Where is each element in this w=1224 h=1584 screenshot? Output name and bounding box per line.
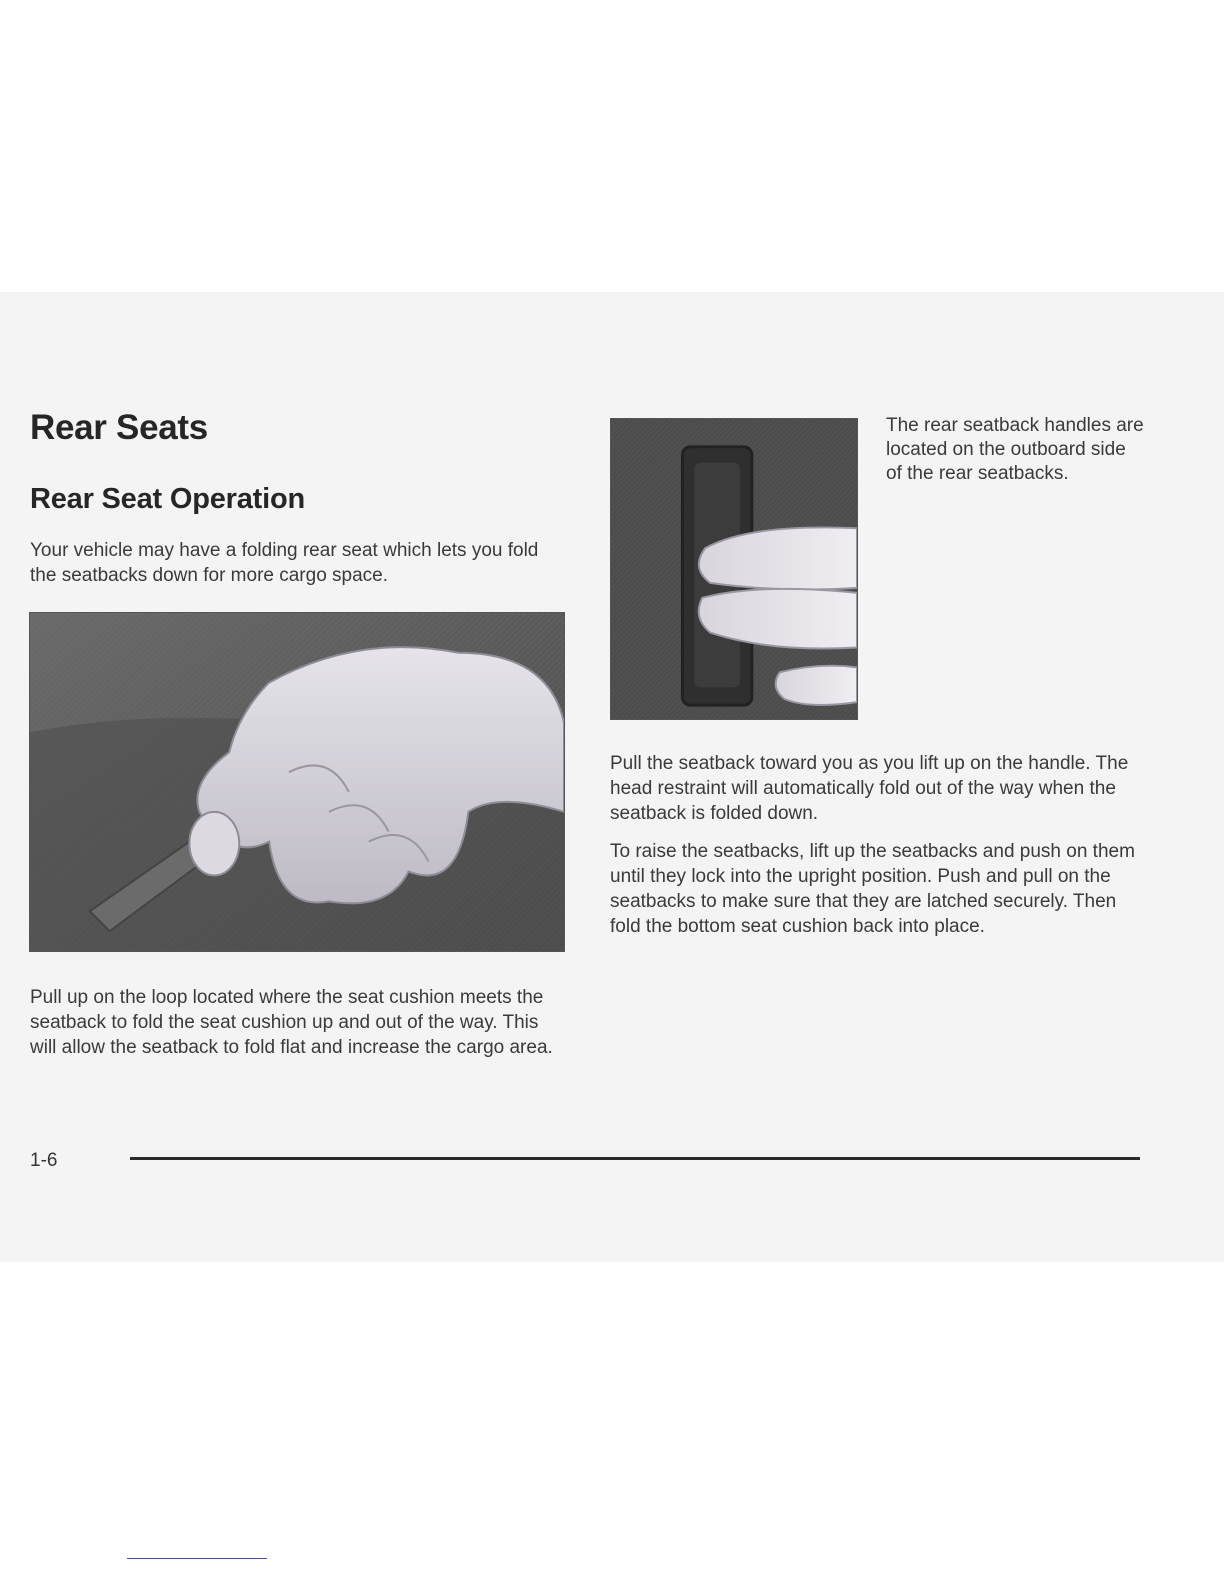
handles-paragraph: The rear seatback handles are located on the outboard side of the rear seatbacks. [886,415,1144,484]
intro-paragraph: Your vehicle may have a folding rear seat which lets you fold the seatbacks down for more cargo space. [30,540,539,586]
seat-cushion-loop-photo [29,612,565,952]
raise-seatbacks-paragraph: To raise the seatbacks, lift up the seatbacks and push on them until they lock into the upright position. Push and pull on the seatbacks to make sure that they are latched securely. Then fold the bottom seat cushion back into place. [610,841,1135,937]
subsection-title: Rear Seat Operation [30,483,306,515]
footer-rule [130,1157,1140,1160]
seatback-handle-photo [610,418,858,720]
page-number: 1-6 [30,1150,58,1171]
pull-seatback-paragraph: Pull the seatback toward you as you lift up on the handle. The head restraint will automatically fold out of the way when the seatback is folded down. [610,753,1129,824]
bottom-link-underline [127,1558,267,1559]
loop-paragraph: Pull up on the loop located where the seat cushion meets the seatback to fold the seat cushion up and out of the way. This will allow the seatback to fold flat and increase the cargo area. [30,987,553,1058]
section-title: Rear Seats [30,408,208,447]
